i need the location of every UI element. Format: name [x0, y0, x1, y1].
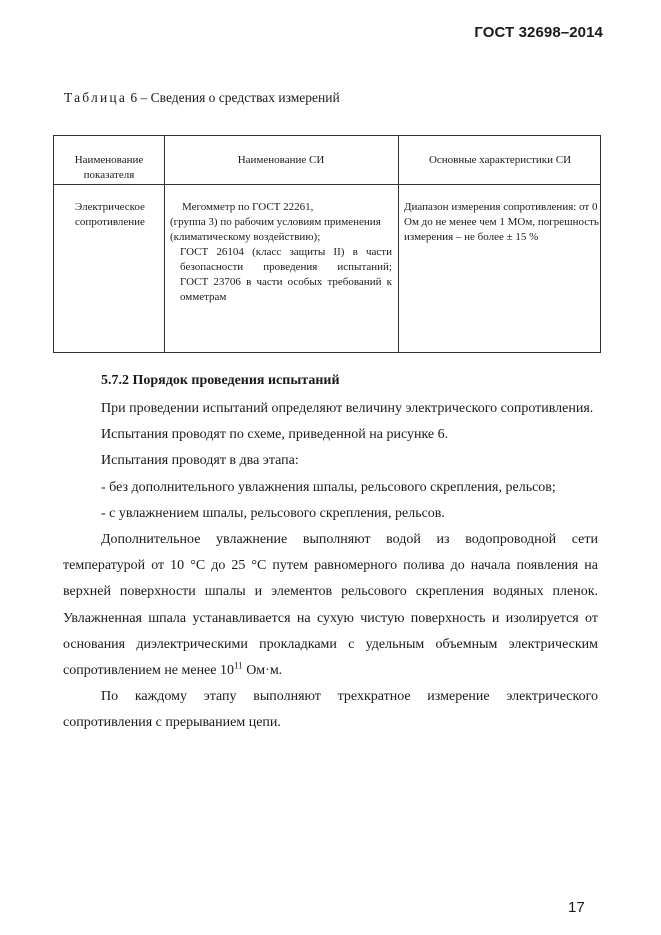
paragraph-text: Дополнительное увлажнение выполняют водой из водопроводной сети температурой от 10 °С до 25 °С путем равномерного полива до начала появления на верхней поверхности шпалы и элементов рельсового скрепления водяных пленок. Увлажненная шпала устанавливается на сухую чистую поверхность и изолируется от основания диэлектрическими прокладками с удельным объемным электрическим сопротивлением не менее	[63, 532, 598, 679]
resistance-unit: Ом·м.	[246, 663, 283, 679]
paragraph: Испытания проводят в два этапа:	[101, 453, 299, 469]
paragraph: Испытания проводят по схеме, приведенной на рисунке 6.	[101, 427, 449, 443]
table-caption-text: 6 – Сведения о средствах измерений	[127, 90, 340, 105]
resistance-exponent: 11	[234, 660, 243, 671]
section-body	[63, 396, 598, 737]
table-cell-indicator: Электрическое сопротивление	[75, 201, 145, 228]
resistance-base: 10	[220, 663, 235, 679]
table-divider	[398, 136, 399, 352]
table-caption-word: Таблица	[64, 90, 128, 105]
paragraph: По каждому этапу выполняют трехкратное измерение электрического сопротивления с прерыванием цепи.	[63, 689, 598, 731]
table-cell-characteristics	[404, 200, 600, 245]
table-divider	[164, 136, 165, 352]
table-header-divider	[54, 184, 600, 185]
paragraph: - без дополнительного увлажнения шпалы, рельсового скрепления, рельсов;	[101, 479, 556, 495]
instrument-line: ГОСТ 23706 в части особых требований к омметрам	[180, 276, 392, 303]
table-header-indicator: Наименование показателя	[74, 154, 144, 181]
paragraph: При проведении испытаний определяют величину электрического сопротивления.	[101, 401, 594, 416]
paragraph	[63, 527, 598, 684]
section-heading: 5.7.2 Порядок проведения испытаний	[101, 373, 340, 388]
paragraph: - с увлажнением шпалы, рельсового скрепления, рельсов.	[101, 505, 445, 521]
instrument-line: (группа 3) по рабочим условиям применения (климатическому воздействию);	[170, 216, 381, 243]
table-cell-instrument	[170, 200, 392, 305]
instrument-line: ГОСТ 26104 (класс защиты II) в части безопасности проведения испытаний;	[180, 246, 392, 273]
characteristics-text: Диапазон измерения сопротивления: от 0 Ом до не менее чем 1 МОм, погрешность измерения – не более ± 15 %	[404, 201, 599, 243]
standard-code: ГОСТ 32698–2014	[474, 24, 603, 41]
table-caption	[64, 90, 340, 106]
page-number: 17	[568, 899, 585, 916]
instruments-table	[53, 135, 601, 353]
table-header-instrument: Наименование СИ	[237, 154, 325, 166]
instrument-line: Мегомметр по ГОСТ 22261,	[182, 201, 314, 213]
table-header-characteristics: Основные характеристики СИ	[428, 154, 572, 166]
